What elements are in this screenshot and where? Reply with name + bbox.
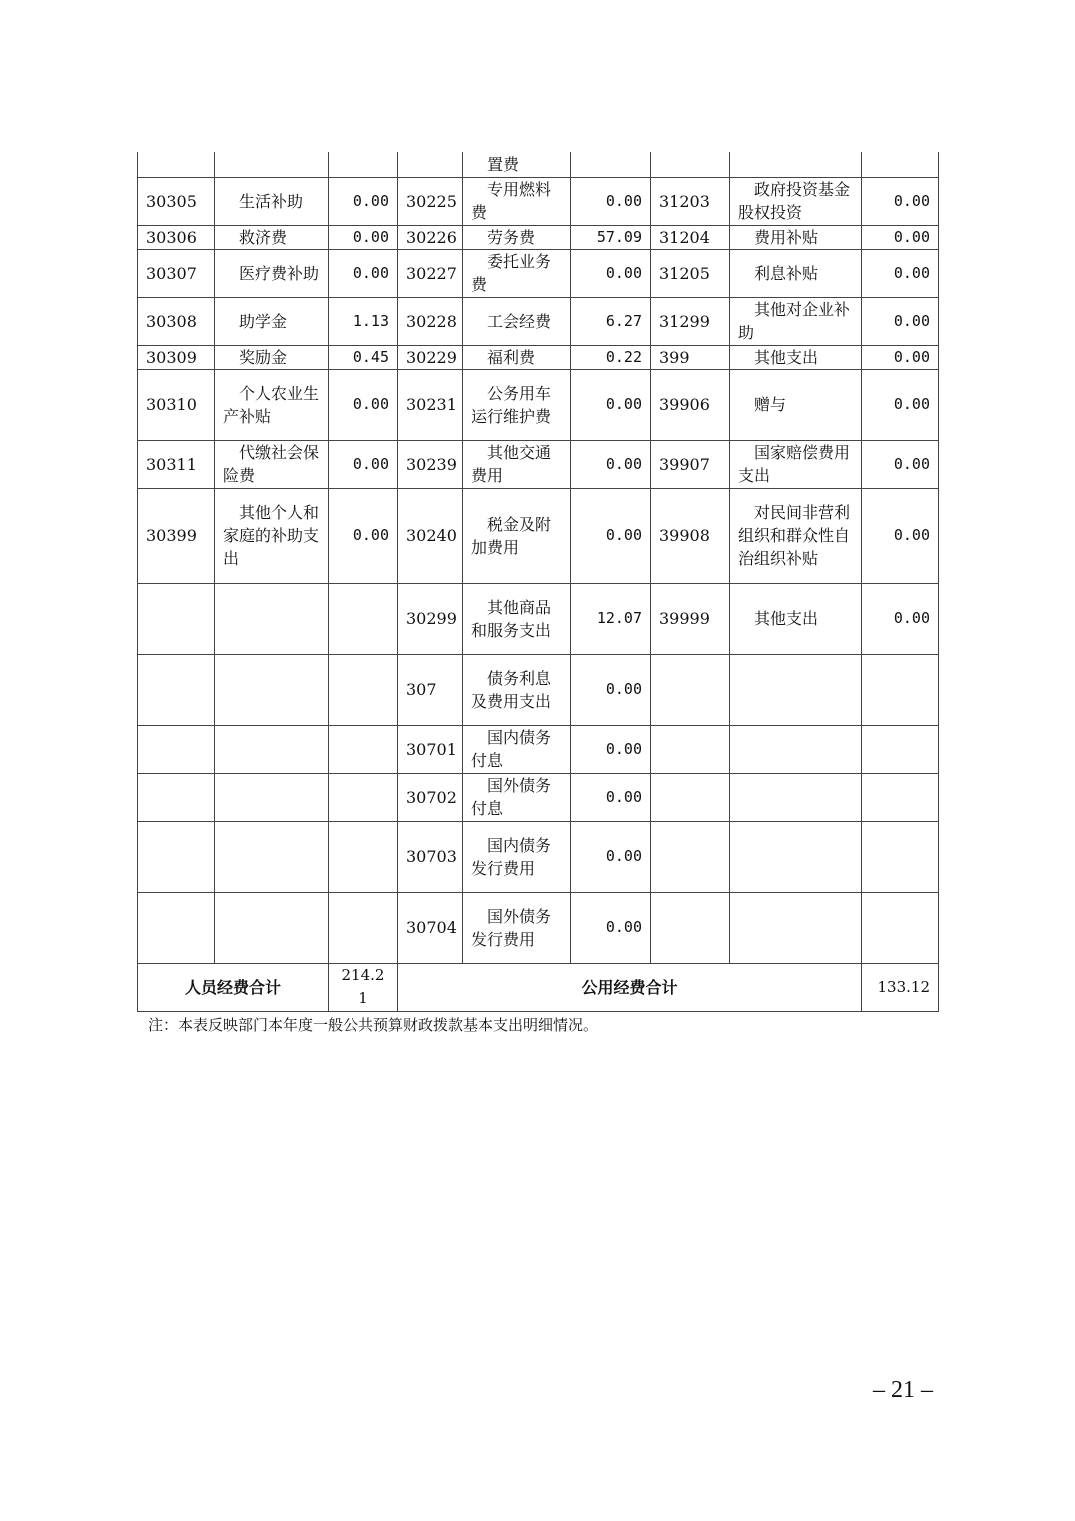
econ-code-cell: [138, 725, 215, 773]
amount-cell: 0.00: [571, 440, 651, 488]
econ-name-cell: 其他支出: [730, 345, 862, 369]
econ-code-cell: 30309: [138, 345, 215, 369]
econ-code-cell: 30311: [138, 440, 215, 488]
amount-cell: 0.00: [862, 225, 939, 249]
amount-cell: 0.00: [862, 249, 939, 297]
econ-name-cell: [215, 773, 329, 821]
econ-code-cell: 30704: [398, 892, 463, 963]
table-note: 注：本表反映部门本年度一般公共预算财政拨款基本支出明细情况。: [148, 1016, 599, 1034]
econ-name-cell: 国内债务付息: [463, 725, 571, 773]
econ-code-cell: 31204: [651, 225, 730, 249]
econ-name-cell: 利息补贴: [730, 249, 862, 297]
econ-name-cell: 其他支出: [730, 583, 862, 654]
amount-cell: 0.00: [571, 821, 651, 892]
econ-code-cell: 39908: [651, 488, 730, 583]
econ-code-cell: [138, 773, 215, 821]
personnel-total-value: 214.21: [329, 963, 398, 1011]
table-row: [138, 821, 939, 892]
amount-cell: 0.00: [329, 488, 398, 583]
econ-code-cell: 30307: [138, 249, 215, 297]
econ-name-cell: 债务利息及费用支出: [463, 654, 571, 725]
public-total-value: 133.12: [862, 963, 939, 1011]
table-row: [138, 369, 939, 440]
expenditure-detail-table: [137, 152, 938, 1012]
econ-code-cell: [651, 773, 730, 821]
amount-cell: [329, 773, 398, 821]
econ-code-cell: 30226: [398, 225, 463, 249]
econ-code-cell: [138, 892, 215, 963]
econ-code-cell: 39907: [651, 440, 730, 488]
econ-name-cell: [730, 773, 862, 821]
econ-code-cell: 30239: [398, 440, 463, 488]
amount-cell: 57.09: [571, 225, 651, 249]
amount-cell: 0.00: [862, 583, 939, 654]
econ-code-cell: 30702: [398, 773, 463, 821]
table-row: [138, 177, 939, 225]
amount-cell: 0.00: [571, 177, 651, 225]
amount-cell: [329, 821, 398, 892]
amount-cell: 6.27: [571, 297, 651, 345]
econ-name-cell: [730, 821, 862, 892]
table-row: [138, 773, 939, 821]
amount-cell: 0.00: [862, 345, 939, 369]
econ-name-cell: 劳务费: [463, 225, 571, 249]
amount-cell: [329, 725, 398, 773]
amount-cell: [329, 583, 398, 654]
econ-code-cell: 399: [651, 345, 730, 369]
econ-code-cell: 30299: [398, 583, 463, 654]
page-number: – 21 –: [873, 1377, 933, 1403]
amount-cell: 0.00: [862, 369, 939, 440]
econ-code-cell: 30703: [398, 821, 463, 892]
econ-code-cell: 30225: [398, 177, 463, 225]
amount-cell: [862, 725, 939, 773]
amount-cell: [862, 892, 939, 963]
econ-name-cell: 其他个人和家庭的补助支出: [215, 488, 329, 583]
econ-code-cell: 30310: [138, 369, 215, 440]
amount-cell: 0.00: [862, 488, 939, 583]
econ-name-cell: 奖励金: [215, 345, 329, 369]
econ-name-cell: [215, 654, 329, 725]
econ-code-cell: 307: [398, 654, 463, 725]
amount-cell: 0.00: [862, 440, 939, 488]
econ-name-cell: 国外债务付息: [463, 773, 571, 821]
econ-code-cell: 30399: [138, 488, 215, 583]
econ-name-cell: 国外债务发行费用: [463, 892, 571, 963]
detail-table: [137, 152, 939, 1012]
amount-cell: 0.00: [571, 488, 651, 583]
amount-cell: 0.00: [329, 440, 398, 488]
amount-cell: [329, 892, 398, 963]
econ-code-cell: [651, 821, 730, 892]
econ-code-cell: 30227: [398, 249, 463, 297]
table-row: [138, 225, 939, 249]
econ-code-cell: 30240: [398, 488, 463, 583]
table-row: [138, 297, 939, 345]
amount-cell: 0.00: [862, 177, 939, 225]
amount-cell: 0.00: [862, 297, 939, 345]
econ-code-cell: [138, 583, 215, 654]
amount-cell: 0.45: [329, 345, 398, 369]
table-row: [138, 440, 939, 488]
econ-name-cell: 救济费: [215, 225, 329, 249]
econ-code-cell: 30229: [398, 345, 463, 369]
econ-name-cell: 工会经费: [463, 297, 571, 345]
table-row: [138, 345, 939, 369]
econ-code-cell: 30231: [398, 369, 463, 440]
amount-cell: [862, 152, 939, 177]
amount-cell: [862, 654, 939, 725]
econ-code-cell: 31203: [651, 177, 730, 225]
econ-name-cell: 其他对企业补助: [730, 297, 862, 345]
amount-cell: 0.00: [329, 369, 398, 440]
econ-name-cell: 税金及附加费用: [463, 488, 571, 583]
amount-cell: 0.00: [329, 225, 398, 249]
econ-name-cell: 费用补贴: [730, 225, 862, 249]
econ-name-cell: [215, 892, 329, 963]
amount-cell: [329, 152, 398, 177]
amount-cell: [862, 821, 939, 892]
econ-code-cell: [651, 152, 730, 177]
econ-name-cell: 专用燃料费: [463, 177, 571, 225]
econ-name-cell: 对民间非营利组织和群众性自治组织补贴: [730, 488, 862, 583]
econ-code-cell: [398, 152, 463, 177]
table-row: [138, 583, 939, 654]
amount-cell: 12.07: [571, 583, 651, 654]
econ-name-cell: 福利费: [463, 345, 571, 369]
econ-name-cell: 其他交通费用: [463, 440, 571, 488]
econ-code-cell: [138, 152, 215, 177]
econ-name-cell: 赠与: [730, 369, 862, 440]
public-total-label: 公用经费合计: [398, 963, 862, 1011]
amount-cell: 0.22: [571, 345, 651, 369]
amount-cell: 0.00: [329, 249, 398, 297]
table-row: [138, 152, 939, 177]
econ-name-cell: [215, 821, 329, 892]
econ-name-cell: 医疗费补助: [215, 249, 329, 297]
amount-cell: 0.00: [571, 892, 651, 963]
econ-name-cell: [730, 892, 862, 963]
econ-code-cell: [651, 892, 730, 963]
personnel-total-label: 人员经费合计: [138, 963, 329, 1011]
econ-name-cell: 委托业务费: [463, 249, 571, 297]
econ-code-cell: [138, 821, 215, 892]
totals-row: [138, 963, 939, 1011]
econ-name-cell: 助学金: [215, 297, 329, 345]
table-row: [138, 725, 939, 773]
econ-name-cell: [730, 654, 862, 725]
econ-code-cell: 30306: [138, 225, 215, 249]
econ-code-cell: [138, 654, 215, 725]
econ-name-cell: 其他商品和服务支出: [463, 583, 571, 654]
econ-name-cell: 代缴社会保险费: [215, 440, 329, 488]
econ-code-cell: 30305: [138, 177, 215, 225]
amount-cell: [329, 654, 398, 725]
amount-cell: 0.00: [571, 725, 651, 773]
amount-cell: 0.00: [571, 369, 651, 440]
table-row: [138, 249, 939, 297]
econ-code-cell: 30701: [398, 725, 463, 773]
amount-cell: 0.00: [571, 773, 651, 821]
amount-cell: 0.00: [571, 654, 651, 725]
econ-name-cell: [730, 152, 862, 177]
econ-name-cell: 公务用车运行维护费: [463, 369, 571, 440]
econ-code-cell: 31299: [651, 297, 730, 345]
econ-name-cell: 政府投资基金股权投资: [730, 177, 862, 225]
econ-name-cell: 生活补助: [215, 177, 329, 225]
table-row: [138, 654, 939, 725]
amount-cell: [862, 773, 939, 821]
econ-code-cell: 30308: [138, 297, 215, 345]
econ-code-cell: [651, 654, 730, 725]
econ-name-cell: 个人农业生产补贴: [215, 369, 329, 440]
econ-name-cell: 国家赔偿费用支出: [730, 440, 862, 488]
econ-name-cell: 置费: [463, 152, 571, 177]
econ-code-cell: 39906: [651, 369, 730, 440]
econ-name-cell: [215, 725, 329, 773]
amount-cell: 0.00: [329, 177, 398, 225]
table-row: [138, 892, 939, 963]
econ-code-cell: 39999: [651, 583, 730, 654]
econ-code-cell: [651, 725, 730, 773]
econ-name-cell: 国内债务发行费用: [463, 821, 571, 892]
amount-cell: [571, 152, 651, 177]
econ-code-cell: 31205: [651, 249, 730, 297]
econ-code-cell: 30228: [398, 297, 463, 345]
amount-cell: 0.00: [571, 249, 651, 297]
table-row: [138, 488, 939, 583]
econ-name-cell: [730, 725, 862, 773]
amount-cell: 1.13: [329, 297, 398, 345]
econ-name-cell: [215, 152, 329, 177]
econ-name-cell: [215, 583, 329, 654]
